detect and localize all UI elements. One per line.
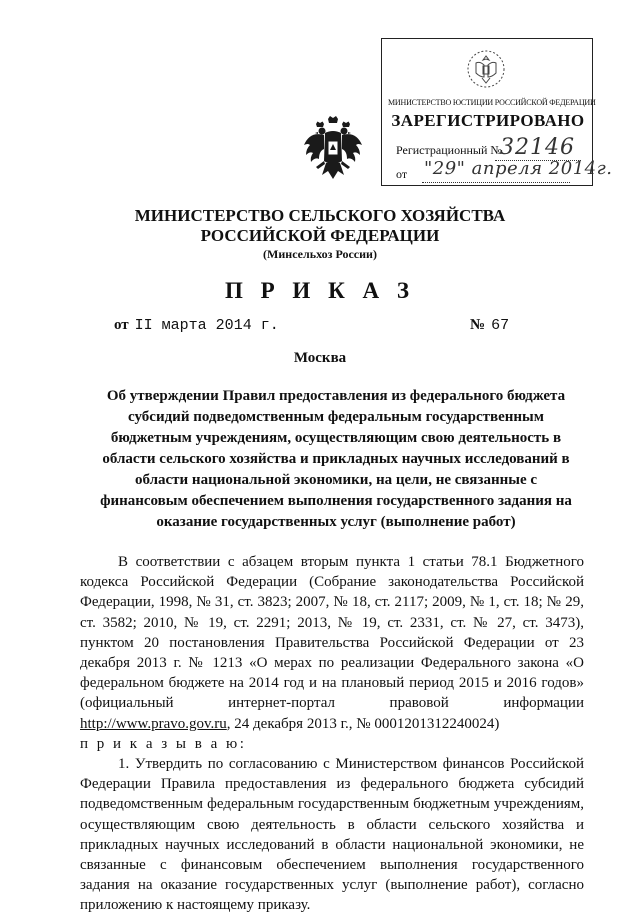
stamp-ministry: МИНИСТЕРСТВО ЮСТИЦИИ РОССИЙСКОЙ ФЕДЕРАЦИИ	[388, 98, 596, 107]
ministry-short-name: (Минсельхоз России)	[263, 247, 377, 261]
reg-date-underline	[422, 182, 570, 183]
ministry-name-line2: РОССИЙСКОЙ ФЕДЕРАЦИИ	[200, 226, 440, 245]
reg-number: 32146	[500, 135, 575, 160]
item-1-paragraph: 1. Утвердить по согласованию с Министерством финансов Российской Федерации Правила предоставления из федерального бюджета субсидий подведомственным федеральным государственным бюджетным учреждениям, осуществляющим свою деятельность в области сельского хозяйства и прикладных научных исследований в области национальной экономики, не связанные с финансовым обеспечением выполнения государственного задания на оказание государственных услуг (выполнение работ), согласно приложению к настоящему приказу.	[80, 756, 584, 914]
preamble-text: В соответствии с абзацем вторым пункта 1 статьи 78.1 Бюджетного кодекса Российской Федерации (Собрание законодательства Российской Федерации, 1998, № 31, ст. 3823; 2007, № 18, ст. 2117; 2009, № 1, ст. 18; № 29, ст. 3582; 2010, № 19, ст. 2291; 2013, № 19, ст. 2331, ст. № 27, ст. 3473), пунктом 20 постановления Правительства Российской Федерации от 23 декабря 2013 г. № 1213 «О мерах по реализации Федерального закона «О федеральном бюджете на 2014 год и на плановый период 2015 и 2016 годов» (официальный интернет-портал правовой информации	[80, 554, 584, 712]
document-title: П Р И К А З	[224, 278, 415, 303]
order-date-prefix: от	[114, 317, 129, 333]
registration-stamp	[381, 38, 613, 186]
order-number-prefix: №	[470, 317, 486, 333]
order-date	[114, 317, 279, 334]
reg-date: "29" апреля 2014г.	[424, 158, 613, 179]
eagle-emblem-icon	[464, 47, 508, 91]
order-date-value: II марта 2014 г.	[134, 317, 279, 334]
ministry-name-line1: МИНИСТЕРСТВО СЕЛЬСКОГО ХОЗЯЙСТВА	[134, 206, 506, 225]
order-verb: п р и к а з ы в а ю:	[80, 735, 247, 752]
reg-number-label: Регистрационный №	[396, 143, 502, 157]
pravo-link[interactable]: http://www.pravo.gov.ru	[80, 715, 227, 732]
ministry-name	[0, 206, 640, 246]
reg-date-label: от	[396, 167, 408, 181]
order-number	[470, 317, 509, 334]
coat-of-arms-icon	[302, 115, 364, 185]
preamble-text-end: , 24 декабря 2013 г., № 0001201312240024)	[226, 715, 500, 732]
preamble-paragraph	[80, 552, 584, 734]
order-subject: Об утверждении Правил предоставления из федерального бюджета субсидий подведомственным федеральным государственным бюджетным учреждениям, осуществляющим свою деятельность в области сельского хозяйства и прикладных научных исследований в области национальной экономики, на цели, не связанные с финансовым обеспечением выполнения государственного задания на оказание государственных услуг (выполнение работ)	[100, 388, 572, 530]
stamp-status: ЗАРЕГИСТРИРОВАНО	[391, 111, 585, 130]
document-body	[80, 552, 584, 916]
city: Москва	[293, 350, 347, 366]
order-number-value: 67	[491, 317, 510, 334]
